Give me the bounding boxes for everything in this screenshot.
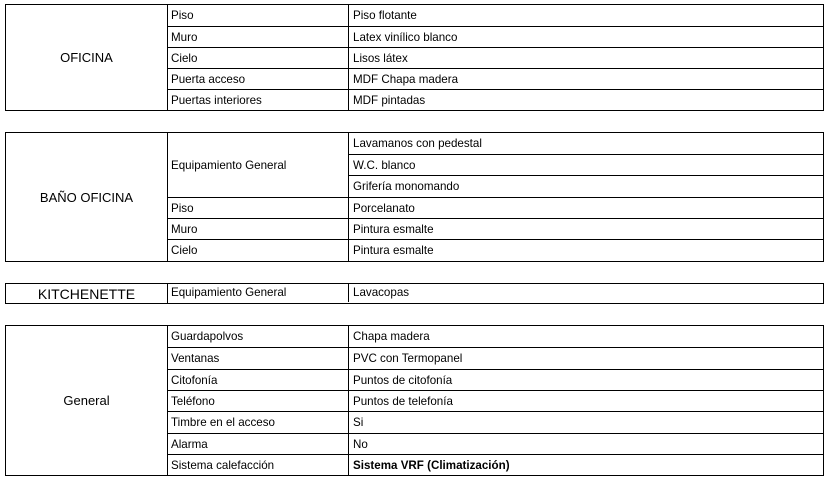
item-label: Teléfono bbox=[167, 391, 349, 412]
equipment-block bbox=[167, 133, 823, 197]
item-value: Puntos de telefonía bbox=[353, 394, 453, 408]
item-value: Piso flotante bbox=[353, 9, 417, 22]
section-bano-oficina bbox=[5, 132, 824, 262]
item-label: Equipamiento General bbox=[167, 133, 349, 197]
item-value: W.C. blanco bbox=[353, 159, 416, 172]
item-label: Alarma bbox=[167, 434, 349, 455]
section-rows bbox=[167, 133, 823, 261]
table-row bbox=[167, 89, 823, 111]
table-row bbox=[167, 390, 823, 412]
item-label: Piso bbox=[167, 198, 349, 219]
table-row bbox=[167, 369, 823, 391]
item-value: Chapa madera bbox=[353, 330, 430, 343]
item-label: Puerta acceso bbox=[167, 69, 349, 90]
item-value: MDF pintadas bbox=[353, 94, 426, 107]
section-rows bbox=[167, 5, 823, 110]
item-value: Pintura esmalte bbox=[353, 244, 434, 257]
table-row bbox=[167, 26, 823, 48]
table-row bbox=[167, 433, 823, 455]
table-row bbox=[167, 326, 823, 348]
section-kitchenette bbox=[5, 283, 824, 304]
section-general bbox=[5, 325, 824, 476]
section-title: BAÑO OFICINA bbox=[6, 133, 168, 261]
item-label: Muro bbox=[167, 27, 349, 48]
item-label: Cielo bbox=[167, 240, 349, 261]
equipment-value-row bbox=[349, 133, 823, 154]
section-title: General bbox=[6, 326, 168, 475]
equipment-value-row bbox=[349, 154, 823, 176]
item-value: Sistema VRF (Climatización) bbox=[353, 458, 510, 472]
item-value: Pintura esmalte bbox=[353, 223, 434, 236]
section-rows bbox=[167, 284, 823, 303]
item-value: Lisos látex bbox=[353, 52, 408, 65]
item-label: Cielo bbox=[167, 48, 349, 69]
item-label: Timbre en el acceso bbox=[167, 412, 349, 433]
table-row bbox=[167, 218, 823, 240]
equipment-value-row bbox=[349, 175, 823, 197]
item-label: Sistema calefacción bbox=[167, 455, 349, 476]
item-value: Lavamanos con pedestal bbox=[353, 137, 482, 150]
item-label: Equipamiento General bbox=[167, 284, 349, 302]
item-value: PVC con Termopanel bbox=[353, 352, 463, 366]
item-value: Grifería monomando bbox=[353, 180, 460, 193]
item-label: Puertas interiores bbox=[167, 90, 349, 111]
item-value: Lavacopas bbox=[353, 286, 410, 299]
table-row bbox=[167, 47, 823, 69]
item-value: Si bbox=[353, 416, 364, 430]
table-row bbox=[167, 197, 823, 219]
section-oficina bbox=[5, 4, 824, 111]
item-value: MDF Chapa madera bbox=[353, 73, 459, 86]
item-value: Puntos de citofonía bbox=[353, 373, 453, 387]
table-row bbox=[167, 411, 823, 433]
item-label: Piso bbox=[167, 5, 349, 27]
item-label: Guardapolvos bbox=[167, 326, 349, 348]
table-row bbox=[167, 68, 823, 90]
section-title: OFICINA bbox=[6, 5, 168, 110]
table-row bbox=[167, 454, 823, 476]
section-title: KITCHENETTE bbox=[6, 284, 168, 303]
item-value: No bbox=[353, 437, 368, 451]
section-rows bbox=[167, 326, 823, 475]
item-value: Porcelanato bbox=[353, 202, 415, 215]
item-label: Citofonía bbox=[167, 370, 349, 391]
item-label: Muro bbox=[167, 219, 349, 240]
table-row bbox=[167, 284, 823, 302]
table-row bbox=[167, 239, 823, 261]
table-row bbox=[167, 347, 823, 369]
item-value: Latex vinílico blanco bbox=[353, 31, 458, 44]
item-label: Ventanas bbox=[167, 348, 349, 369]
table-row bbox=[167, 5, 823, 27]
